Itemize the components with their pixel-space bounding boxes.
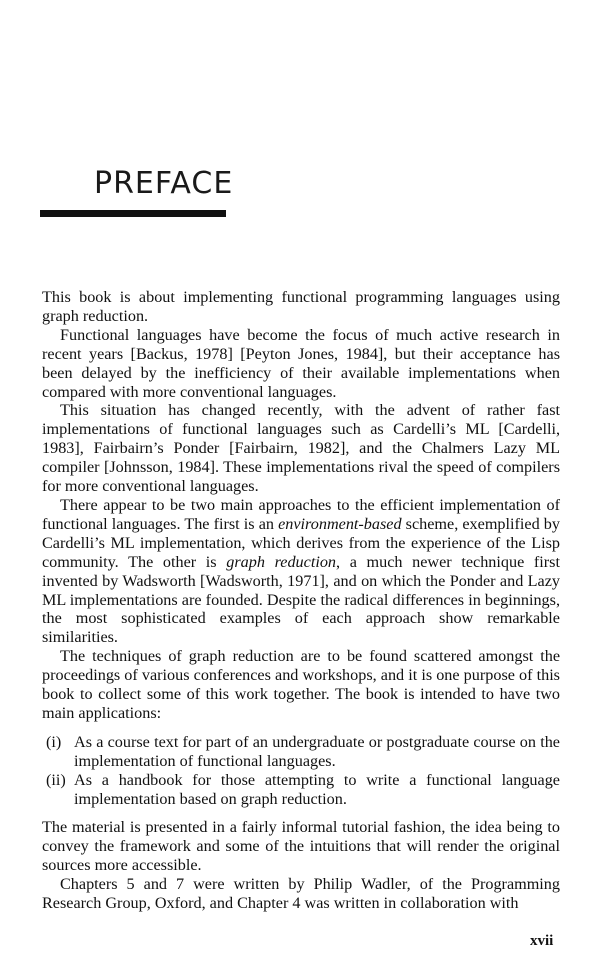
paragraph-5: The techniques of graph reduction are to be found scattered amongst the proceedings of various conferences and workshops, and it is one purpose of this book to collect some of this work together. The book is intended to have two main applications:: [42, 647, 560, 722]
page-number: xvii: [530, 933, 554, 949]
paragraph-7: Chapters 5 and 7 were written by Philip Wadler, of the Programming Research Group, Oxford, and Chapter 4 was written in collaboration with: [42, 875, 560, 913]
list-item: [42, 733, 560, 771]
paragraph-3: This situation has changed recently, with the advent of rather fast implementations of functional languages such as Cardelli’s ML [Cardelli, 1983], Fairbairn’s Ponder [Fairbairn, 1982], and the Chalmers Lazy ML compiler [Johnsson, 1984]. These implementations rival the speed of compilers for more conventional languages.: [42, 401, 560, 496]
paragraph-2: Functional languages have become the focus of much active research in recent years [Backus, 1978] [Peyton Jones, 1984], but their acceptance has been delayed by the inefficiency of their available implementations when compared with more conventional languages.: [42, 325, 560, 401]
list-marker: (ii): [46, 770, 66, 789]
list-marker: (i): [46, 732, 62, 751]
list-item: [42, 771, 560, 809]
applications-list: [42, 733, 560, 809]
paragraph-4: [42, 496, 560, 647]
chapter-title: PREFACE: [94, 166, 234, 201]
paragraph-6: The material is presented in a fairly informal tutorial fashion, the idea being to convey the framework and some of the intuitions that will render the original sources more accessible.: [42, 818, 560, 875]
list-item-text: As a handbook for those attempting to write a functional language implementation based on graph reduction.: [74, 770, 560, 808]
term-graph-reduction: graph reduction: [226, 552, 337, 571]
preface-body: [42, 288, 560, 913]
list-item-text: As a course text for part of an undergraduate or postgraduate course on the implementation of functional languages.: [74, 732, 560, 770]
title-rule: [40, 210, 226, 217]
paragraph-4-part-b: scheme, exemplified by Cardelli’s ML implementation, which derives from the experience of the Lisp community. The other is: [42, 514, 560, 571]
paragraph-4-part-a: There appear to be two main approaches to the efficient implementation of functional languages. The first is an: [42, 495, 560, 533]
term-environment-based: environment-based: [278, 514, 402, 533]
paragraph-4-part-c: , a much newer technique first invented by Wadsworth [Wadsworth, 1971], and on which the Ponder and Lazy ML implementations are founded. Despite the radical differences in beginnings, the most sophisticated examples of each approach show remarkable similarities.: [42, 552, 560, 647]
paragraph-1: This book is about implementing functional programming languages using graph reduction.: [42, 288, 560, 325]
